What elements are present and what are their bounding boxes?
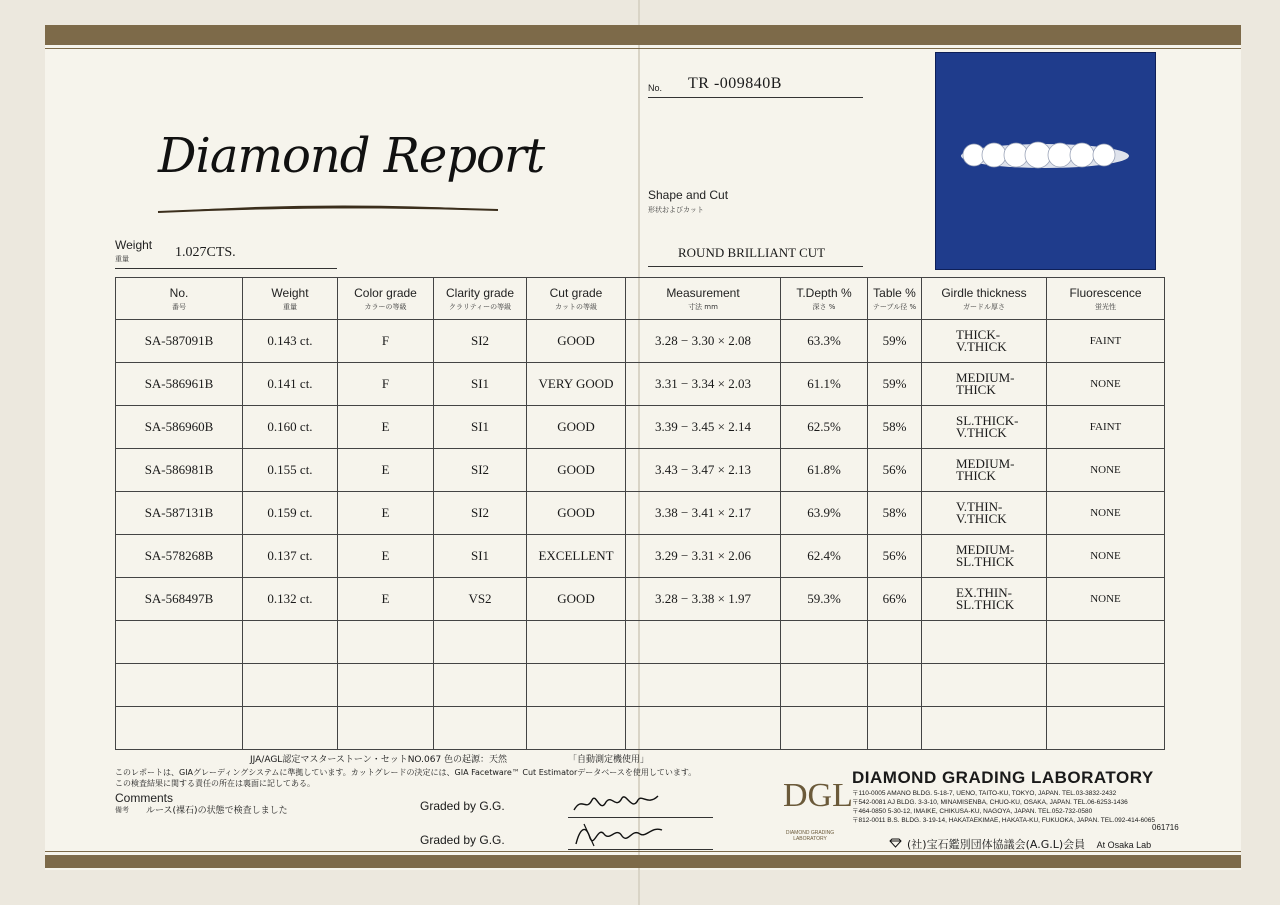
table-row: [116, 492, 1165, 535]
stone-cut-grade: GOOD: [527, 320, 626, 363]
stone-number: SA-586961B: [116, 363, 243, 406]
disclaimer: [115, 767, 696, 789]
stone-weight: 0.160 ct.: [243, 406, 338, 449]
form-code: 061716: [1152, 823, 1179, 832]
total-weight-field: [115, 238, 337, 269]
stone-cut-grade: [527, 707, 626, 750]
header-depth: T.Depth % 深さ %: [781, 278, 868, 320]
shape-label-jp: 形状およびカット: [648, 206, 704, 214]
girdle-line-2: SL.THICK: [956, 554, 1015, 569]
stone-fluorescence: [1047, 664, 1165, 707]
stone-measurement: [626, 664, 781, 707]
osaka-lab-label: At Osaka Lab: [1096, 840, 1152, 850]
lab-addresses: [852, 789, 1155, 825]
stone-weight: 0.155 ct.: [243, 449, 338, 492]
stone-cut-grade: [527, 621, 626, 664]
table-row: [116, 535, 1165, 578]
stone-table: [868, 707, 922, 750]
stone-measurement: 3.38 − 3.41 × 2.17: [626, 492, 781, 535]
lab-address-osaka: 〒542-0081 AJ BLDG. 3-3-10, MINAMISENBA, CHUO-KU, OSAKA, JAPAN. TEL.06-6253-1436: [852, 799, 1128, 806]
shape-cut-value: ROUND BRILLIANT CUT: [678, 245, 826, 260]
stone-cut-grade: GOOD: [527, 406, 626, 449]
stone-depth: 63.3%: [781, 320, 868, 363]
stone-measurement: [626, 621, 781, 664]
comments-label: Comments: [115, 791, 174, 805]
stone-clarity-grade: SI2: [434, 320, 527, 363]
logo-caption: DIAMOND GRADING LABORATORY: [785, 830, 835, 842]
stone-cut-grade: EXCELLENT: [527, 535, 626, 578]
stone-weight: 0.143 ct.: [243, 320, 338, 363]
stone-color-grade: F: [338, 363, 434, 406]
stone-clarity-grade: VS2: [434, 578, 527, 621]
stone-cut-grade: GOOD: [527, 449, 626, 492]
stone-depth: 62.4%: [781, 535, 868, 578]
stone-depth: 61.8%: [781, 449, 868, 492]
stone-girdle: [922, 535, 1047, 578]
comments-value: ルース(裸石)の状態で検査しました: [146, 806, 288, 816]
table-row: [116, 707, 1165, 750]
stone-table: [868, 664, 922, 707]
stone-depth: 59.3%: [781, 578, 868, 621]
table-row: [116, 621, 1165, 664]
stone-girdle: [922, 578, 1047, 621]
stone-fluorescence: NONE: [1047, 578, 1165, 621]
stone-clarity-grade: SI2: [434, 449, 527, 492]
table-row: [116, 449, 1165, 492]
stone-clarity-grade: [434, 664, 527, 707]
stone-girdle: [922, 492, 1047, 535]
stone-cut-grade: GOOD: [527, 492, 626, 535]
stone-table: 59%: [868, 363, 922, 406]
weight-label: Weight: [115, 238, 153, 252]
agl-member-label: (社)宝石鑑別団体協議会(A.G.L)会員: [907, 838, 1086, 851]
stone-number: SA-568497B: [116, 578, 243, 621]
stone-color-grade: [338, 707, 434, 750]
diamond-icon: [889, 838, 902, 848]
bottom-border-band: [45, 855, 1241, 868]
signature-1: [572, 788, 662, 818]
stone-weight: [243, 664, 338, 707]
top-border-band: [45, 25, 1241, 45]
stone-cut-grade: GOOD: [527, 578, 626, 621]
stone-weight: 0.141 ct.: [243, 363, 338, 406]
girdle-line-1: THICK-: [956, 327, 1001, 342]
stone-color-grade: F: [338, 320, 434, 363]
girdle-line-2: THICK: [956, 382, 996, 397]
stone-measurement: 3.28 − 3.38 × 1.97: [626, 578, 781, 621]
stone-clarity-grade: [434, 707, 527, 750]
girdle-line-1: MEDIUM-: [956, 542, 1015, 557]
lab-address-nagoya: 〒464-0850 5-30-12, IMAIKE, CHIKUSA-KU, NAGOYA, JAPAN. TEL.052-732-0580: [852, 808, 1093, 815]
header-fluorescence: Fluorescence 蛍光性: [1047, 278, 1165, 320]
report-number-field: [648, 73, 863, 98]
stone-fluorescence: FAINT: [1047, 406, 1165, 449]
stone-number: SA-586981B: [116, 449, 243, 492]
stone-color-grade: E: [338, 578, 434, 621]
title-swoosh-decoration: [158, 200, 498, 220]
stone-measurement: 3.31 − 3.34 × 2.03: [626, 363, 781, 406]
stone-clarity-grade: [434, 621, 527, 664]
stone-girdle: [922, 621, 1047, 664]
stone-table: 59%: [868, 320, 922, 363]
graded-by-label-1: Graded by G.G.: [420, 799, 505, 813]
stone-color-grade: [338, 621, 434, 664]
girdle-line-2: SL.THICK: [956, 597, 1015, 612]
stone-number: SA-586960B: [116, 406, 243, 449]
stone-number: SA-578268B: [116, 535, 243, 578]
stone-color-grade: [338, 664, 434, 707]
stone-number: [116, 664, 243, 707]
stone-measurement: 3.28 − 3.30 × 2.08: [626, 320, 781, 363]
report-title: Diamond Report: [158, 128, 545, 184]
total-weight-value: 1.027CTS.: [175, 245, 236, 260]
dgl-logo-letter-d: DGL: [783, 777, 853, 814]
girdle-line-1: V.THIN-: [956, 499, 1003, 514]
stone-girdle: [922, 707, 1047, 750]
stone-weight: [243, 621, 338, 664]
stone-girdle: [922, 320, 1047, 363]
stone-weight: 0.159 ct.: [243, 492, 338, 535]
stone-table: [868, 621, 922, 664]
disclaimer-line-2: この検査結果に関する責任の所在は裏面に記してある。: [115, 779, 315, 788]
girdle-line-2: V.THICK: [956, 339, 1007, 354]
header-table: Table % テーブル径 %: [868, 278, 922, 320]
stone-color-grade: E: [338, 535, 434, 578]
girdle-line-2: V.THICK: [956, 425, 1007, 440]
table-body: [116, 320, 1165, 750]
stone-depth: 62.5%: [781, 406, 868, 449]
stone-fluorescence: [1047, 621, 1165, 664]
stone-table: 58%: [868, 492, 922, 535]
girdle-line-1: SL.THICK-: [956, 413, 1019, 428]
stone-depth: [781, 664, 868, 707]
header-weight: Weight 重量: [243, 278, 338, 320]
stone-fluorescence: NONE: [1047, 492, 1165, 535]
auto-measure-note: 「自動測定機使用」: [568, 755, 650, 765]
header-color-grade: Color grade カラーの等級: [338, 278, 434, 320]
top-border-line: [45, 48, 1241, 49]
stone-number: SA-587091B: [116, 320, 243, 363]
stone-fluorescence: NONE: [1047, 363, 1165, 406]
weight-label-jp: 重量: [115, 255, 129, 263]
header-cut-grade: Cut grade カットの等級: [527, 278, 626, 320]
stone-color-grade: E: [338, 406, 434, 449]
stone-weight: 0.132 ct.: [243, 578, 338, 621]
agl-member-text: [907, 836, 1151, 852]
comments-label-jp: 備考: [115, 806, 129, 814]
stone-depth: [781, 621, 868, 664]
girdle-line-2: V.THICK: [956, 511, 1007, 526]
stone-girdle: [922, 449, 1047, 492]
master-stone-note: JJA/AGL認定マスターストーン・セットNO.067 色の起源：天然: [250, 755, 508, 765]
stone-color-grade: E: [338, 492, 434, 535]
table-row: [116, 578, 1165, 621]
stone-clarity-grade: SI1: [434, 535, 527, 578]
diamond-row-image: [936, 53, 1155, 269]
girdle-line-1: MEDIUM-: [956, 370, 1015, 385]
stone-clarity-grade: SI1: [434, 363, 527, 406]
stone-table: 56%: [868, 449, 922, 492]
disclaimer-line-1: このレポートは、GIAグレーディングシステムに準拠しています。カットグレードの決定には、GIA Facetware™ Cut Estimatorデータベースを使用しています。: [115, 768, 697, 777]
stone-fluorescence: NONE: [1047, 449, 1165, 492]
stone-cut-grade: [527, 664, 626, 707]
stone-table: 66%: [868, 578, 922, 621]
stone-depth: [781, 707, 868, 750]
shape-label: Shape and Cut: [648, 188, 729, 202]
stone-girdle: [922, 406, 1047, 449]
stone-color-grade: E: [338, 449, 434, 492]
signature-2: [572, 818, 667, 850]
stone-number: [116, 621, 243, 664]
lab-name: DIAMOND GRADING LABORATORY: [852, 768, 1154, 787]
stone-measurement: 3.43 − 3.47 × 2.13: [626, 449, 781, 492]
stone-number: [116, 707, 243, 750]
girdle-line-1: MEDIUM-: [956, 456, 1015, 471]
lab-address-fukuoka: 〒812-0011 B.S. BLDG. 3-19-14, HAKATAEKIMAE, HAKATA-KU, FUKUOKA, JAPAN. TEL.092-414-6065: [852, 817, 1155, 824]
stone-measurement: 3.39 − 3.45 × 2.14: [626, 406, 781, 449]
stone-measurement: 3.29 − 3.31 × 2.06: [626, 535, 781, 578]
diamond-photo: [935, 52, 1156, 270]
table-header-row: [116, 278, 1165, 320]
stone-clarity-grade: SI1: [434, 406, 527, 449]
stone-depth: 61.1%: [781, 363, 868, 406]
stone-girdle: [922, 664, 1047, 707]
stone-grading-table: [115, 277, 1165, 750]
shape-cut-field: [648, 244, 863, 267]
stone-table: 58%: [868, 406, 922, 449]
lab-address-tokyo: 〒110-0005 AMANO BLDG. 5-18-7, UENO, TAITO-KU, TOKYO, JAPAN. TEL.03-3832-2432: [852, 790, 1117, 797]
stone-clarity-grade: SI2: [434, 492, 527, 535]
report-number-value: TR -009840B: [688, 75, 782, 92]
stone-fluorescence: NONE: [1047, 535, 1165, 578]
stone-fluorescence: FAINT: [1047, 320, 1165, 363]
stone-fluorescence: [1047, 707, 1165, 750]
report-number-label: No.: [648, 83, 663, 93]
dgl-logo: [781, 772, 853, 832]
stone-table: 56%: [868, 535, 922, 578]
table-row: [116, 320, 1165, 363]
graded-by-label-2: Graded by G.G.: [420, 833, 505, 847]
stone-weight: [243, 707, 338, 750]
stone-number: SA-587131B: [116, 492, 243, 535]
table-row: [116, 406, 1165, 449]
stone-weight: 0.137 ct.: [243, 535, 338, 578]
header-no: No. 番号: [116, 278, 243, 320]
header-measurement: Measurement 寸法 mm: [626, 278, 781, 320]
header-clarity-grade: Clarity grade クラリティーの等級: [434, 278, 527, 320]
stone-depth: 63.9%: [781, 492, 868, 535]
shape-cut-label-block: [648, 186, 728, 215]
stone-girdle: [922, 363, 1047, 406]
table-row: [116, 363, 1165, 406]
header-girdle: Girdle thickness ガードル厚さ: [922, 278, 1047, 320]
stone-cut-grade: VERY GOOD: [527, 363, 626, 406]
stone-measurement: [626, 707, 781, 750]
girdle-line-1: EX.THIN-: [956, 585, 1012, 600]
girdle-line-2: THICK: [956, 468, 996, 483]
table-row: [116, 664, 1165, 707]
